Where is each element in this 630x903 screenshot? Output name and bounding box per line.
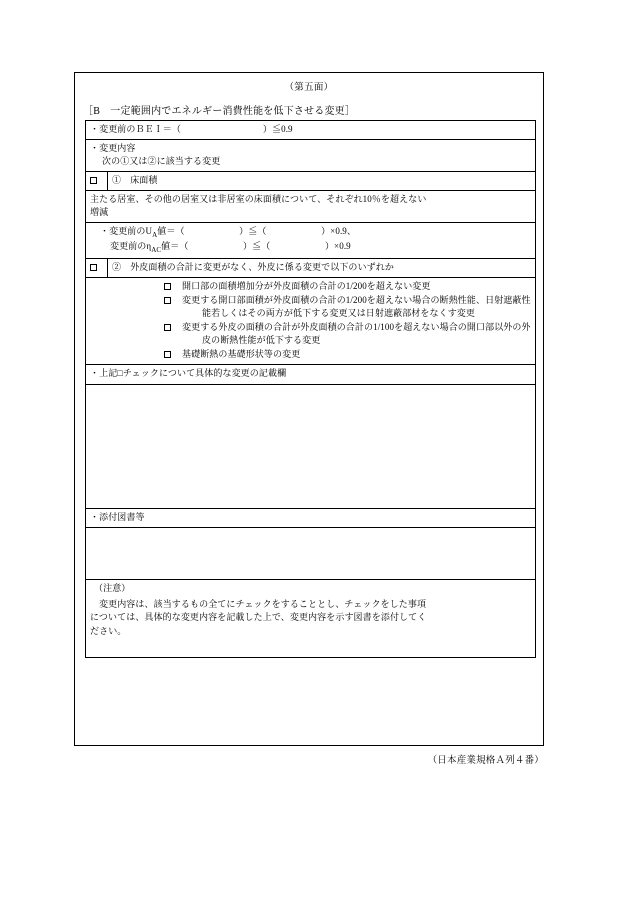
table-row — [86, 508, 536, 527]
checkbox-item1[interactable] — [90, 177, 97, 184]
ua-eta-row — [86, 223, 536, 259]
ua-prefix: ・変更前のU — [100, 226, 153, 237]
sub-item-wrap — [90, 280, 531, 361]
sub-item-2-label: 変更する開口部面積が外皮面積の合計の1/200を超えない場合の断熱性能、日射遮蔽性能若しくはその両方が低下する変更又は日射遮蔽部材をなくす変更 — [182, 295, 531, 319]
change-content-sub: 次の①又は②に該当する変更 — [102, 156, 221, 167]
checkbox-sub-item-4[interactable] — [164, 351, 171, 358]
table-row — [86, 384, 536, 508]
table-row — [86, 365, 536, 384]
bei-row: ・変更前のＢＥＩ＝（ ）≦0.9 — [86, 121, 536, 140]
footer-standard-note: （日本産業規格Ａ列４番） — [427, 756, 544, 766]
eta-line — [90, 240, 531, 255]
sub-item-2[interactable] — [164, 294, 531, 320]
table-row — [86, 191, 536, 223]
checkbox-cell-item2[interactable] — [86, 259, 108, 278]
ua-subscript: A — [152, 231, 158, 240]
note-label: （注意） — [94, 582, 131, 593]
table-row — [86, 223, 536, 259]
eta-subscript: AC — [151, 246, 162, 255]
item1-body — [86, 191, 536, 223]
sub-item-1[interactable] — [164, 280, 531, 293]
table-row — [86, 140, 536, 172]
table-row — [86, 579, 536, 657]
sub-item-3-label: 変更する外皮の面積の合計が外皮面積の合計の1/100を超えない場合の開口部以外の外皮の断熱性能が低下する変更 — [182, 322, 531, 346]
checkbox-cell-item1[interactable] — [86, 172, 108, 191]
table-row — [86, 278, 536, 365]
sub-item-4-label: 基礎断熱の基礎形状等の変更 — [182, 349, 301, 360]
note-cell — [86, 579, 536, 657]
table-row — [86, 259, 536, 278]
item2-label-cell: ② 外皮面積の合計に変更がなく、外皮に係る変更で以下のいずれか — [108, 259, 536, 278]
ua-rest: 値＝（ ）≦（ ）×0.9、 — [157, 226, 356, 237]
checkbox-item2[interactable] — [90, 264, 97, 271]
note-line-1: 変更内容は、該当するもの全てにチェックをすることとし、チェックをした事項 — [99, 598, 427, 609]
checkbox-sub-item-1[interactable] — [164, 283, 171, 290]
sub-item-3[interactable] — [164, 321, 531, 347]
ua-line — [90, 225, 531, 240]
note-body — [90, 598, 531, 639]
attachment-label-cell: ・添付図書等 — [86, 508, 536, 527]
table-row — [86, 172, 536, 191]
sub-items-cell — [86, 278, 536, 365]
table-row — [86, 527, 536, 579]
change-content-label: ・変更内容 — [90, 143, 136, 154]
item1-body-line1: 主たる居室、その他の居室又は非居室の床面積について、それぞれ10％を超えない — [90, 194, 427, 205]
change-content-row — [86, 140, 536, 172]
detail-label-cell: ・上記□チェックについて具体的な変更の記載欄 — [86, 365, 536, 384]
sub-item-4[interactable] — [164, 348, 531, 361]
section-title: ［B 一定範囲内でエネルギー消費性能を低下させる変更］ — [83, 106, 356, 117]
page-label: （第五面） — [284, 83, 334, 93]
checkbox-sub-item-3[interactable] — [164, 324, 171, 331]
sub-item-1-label: 開口部の面積増加分が外皮面積の合計の1/200を超えない変更 — [182, 281, 431, 292]
eta-rest: 値＝（ ）≦（ ）×0.9 — [161, 241, 351, 252]
item1-body-line2: 増減 — [90, 207, 109, 218]
form-table — [85, 120, 536, 658]
note-line-2: については、具体的な変更内容を記載した上で、変更内容を示す図書を添付してく — [90, 612, 427, 623]
checkbox-sub-item-2[interactable] — [164, 297, 171, 304]
attachment-entry-area[interactable] — [86, 527, 536, 579]
form-frame — [74, 72, 544, 746]
table-row — [86, 121, 536, 140]
eta-prefix: 変更前のη — [110, 241, 152, 252]
item1-label-cell: ① 床面積 — [108, 172, 536, 191]
note-line-3: ださい。 — [90, 625, 127, 636]
detail-entry-area[interactable] — [86, 384, 536, 508]
